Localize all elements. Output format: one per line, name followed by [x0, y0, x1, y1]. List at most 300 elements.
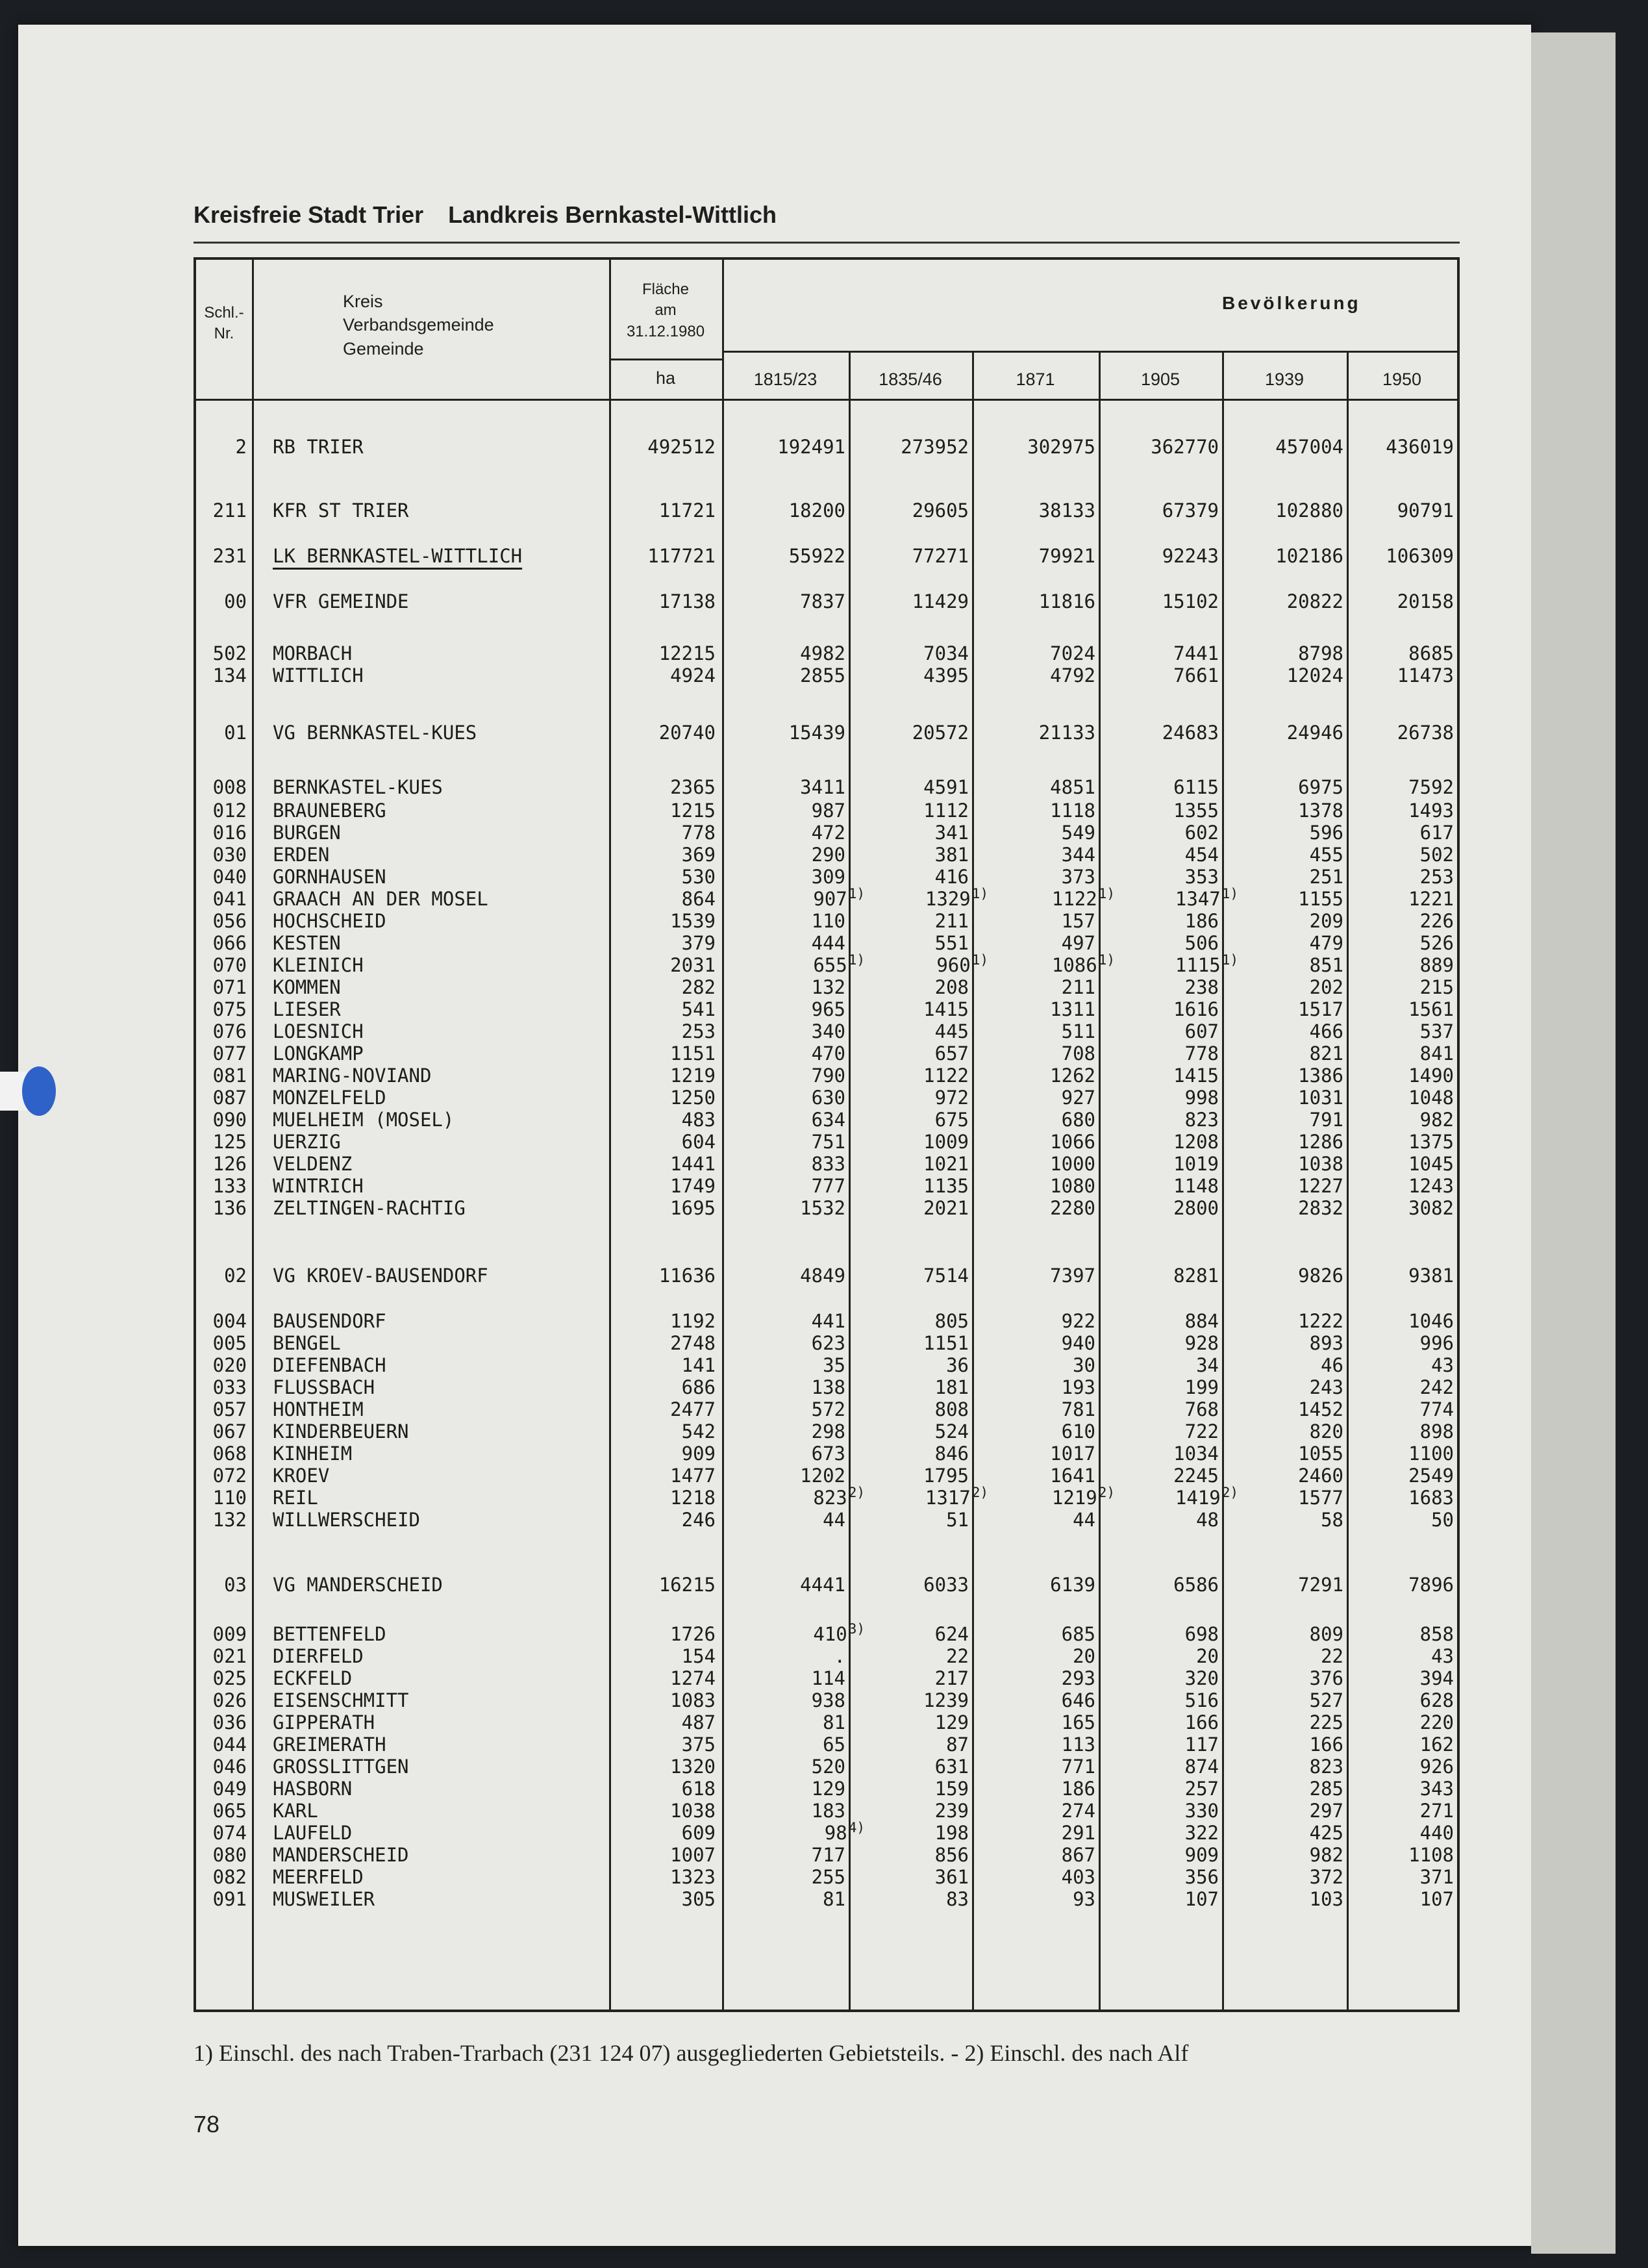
cell-population: 24683: [1162, 722, 1219, 744]
table-row: [196, 642, 1457, 665]
cell-schl-nr: 070: [212, 954, 247, 976]
cell-area-ha: 253: [681, 1020, 716, 1042]
cell-population: 922: [1061, 1310, 1095, 1332]
cell-population: 1038: [1298, 1153, 1343, 1175]
cell-schl-nr: 110: [212, 1487, 247, 1509]
cell-population: 631: [934, 1756, 969, 1778]
cell-name: MONZELFELD: [273, 1087, 386, 1109]
cell-population: 215: [1419, 976, 1454, 998]
cell-schl-nr: 049: [212, 1778, 247, 1800]
cell-name: WINTRICH: [273, 1175, 364, 1197]
cell-area-ha: 487: [681, 1711, 716, 1733]
footnote: 1) Einschl. des nach Traben-Trarbach (231 124 07) ausgegliederten Gebietsteils. - 2) Einschl. des nach Alf: [194, 2040, 1189, 2066]
cell-population: 472: [811, 822, 845, 844]
table-row: [196, 887, 1457, 911]
cell-population: 20572: [912, 722, 969, 744]
cell-area-ha: 375: [681, 1733, 716, 1756]
cell-population: 972: [934, 1087, 969, 1109]
cell-population: 4982: [800, 642, 845, 664]
cell-name: LAUFELD: [273, 1822, 353, 1844]
table-row: [196, 1420, 1457, 1443]
table-row: [196, 1152, 1457, 1176]
table-row: [196, 721, 1457, 744]
cell-population: 457004: [1275, 436, 1343, 458]
cell-population: 165: [1061, 1711, 1095, 1733]
cell-population: 361: [934, 1866, 969, 1888]
cell-area-ha: 16215: [658, 1574, 716, 1596]
cell-population: 26738: [1397, 722, 1454, 744]
cell-area-ha: 1726: [670, 1623, 716, 1645]
cell-population: 1221: [1408, 888, 1454, 910]
cell-population: 907$^{1)}$: [813, 886, 865, 910]
cell-name: KLEINICH: [273, 954, 364, 976]
cell-schl-nr: 021: [212, 1645, 247, 1667]
footnote-marker: 1): [848, 886, 865, 901]
table-row: [196, 1755, 1457, 1778]
cell-name: MUELHEIM (MOSEL): [273, 1109, 455, 1131]
cell-name: KOMMEN: [273, 976, 341, 998]
cell-population: 344: [1061, 844, 1095, 866]
cell-schl-nr: 033: [212, 1376, 247, 1398]
cell-population: 291: [1061, 1822, 1095, 1844]
cell-population: 257: [1184, 1778, 1219, 1800]
cell-population: 751: [811, 1131, 845, 1153]
cell-population: 821: [1309, 1042, 1343, 1065]
cell-population: 11473: [1397, 664, 1454, 687]
cell-schl-nr: 087: [212, 1087, 247, 1109]
cell-area-ha: 141: [681, 1354, 716, 1376]
cell-population: 15439: [788, 722, 845, 744]
cell-population: 996: [1419, 1332, 1454, 1354]
cell-schl-nr: 071: [212, 976, 247, 998]
cell-population: 138: [811, 1376, 845, 1398]
cell-population: 1286: [1298, 1131, 1343, 1153]
cell-population: 1000: [1050, 1153, 1095, 1175]
cell-population: 549: [1061, 822, 1095, 844]
cell-population: 527: [1309, 1689, 1343, 1711]
cell-population: 356: [1184, 1866, 1219, 1888]
cell-area-ha: 2031: [670, 954, 716, 976]
table-row: [196, 1573, 1457, 1596]
cell-population: 4591: [923, 776, 969, 798]
cell-name: BURGEN: [273, 822, 341, 844]
cell-population: 851: [1309, 954, 1343, 976]
cell-population: 2280: [1050, 1197, 1095, 1219]
cell-population: 44: [823, 1509, 845, 1531]
cell-population: 685: [1061, 1623, 1095, 1645]
cell-population: 293: [1061, 1667, 1095, 1689]
cell-population: 1683: [1408, 1487, 1454, 1509]
footnote-marker: 1): [848, 952, 865, 968]
cell-name: GROSSLITTGEN: [273, 1756, 409, 1778]
cell-population: 239: [934, 1800, 969, 1822]
cell-population: 630: [811, 1087, 845, 1109]
cell-name: KINDERBEUERN: [273, 1420, 409, 1443]
table-row: [196, 1196, 1457, 1220]
cell-population: 502: [1419, 844, 1454, 866]
pen-icon: [0, 1059, 78, 1124]
cell-name: ERDEN: [273, 844, 330, 866]
cell-population: 791: [1309, 1109, 1343, 1131]
cell-population: 211: [1061, 976, 1095, 998]
cell-schl-nr: 044: [212, 1733, 247, 1756]
cell-population: 884: [1184, 1310, 1219, 1332]
cell-name: EISENSCHMITT: [273, 1689, 409, 1711]
cell-population: 526: [1419, 932, 1454, 954]
cell-area-ha: 2748: [670, 1332, 716, 1354]
table-row: [196, 1042, 1457, 1065]
table-row: [196, 1622, 1457, 1646]
cell-population: 3082: [1408, 1197, 1454, 1219]
cell-name: GIPPERATH: [273, 1711, 375, 1733]
cell-schl-nr: 132: [212, 1509, 247, 1531]
cell-population: 362770: [1151, 436, 1219, 458]
cell-population: 65: [823, 1733, 845, 1756]
cell-name: VG MANDERSCHEID: [273, 1574, 443, 1596]
cell-population: 36: [946, 1354, 969, 1376]
cell-population: 1227: [1298, 1175, 1343, 1197]
cell-population: 1419$^{2)}$: [1175, 1485, 1238, 1509]
cell-population: 20822: [1286, 590, 1343, 612]
cell-population: 537: [1419, 1020, 1454, 1042]
cell-population: 768: [1184, 1398, 1219, 1420]
cell-population: 21133: [1038, 722, 1095, 744]
cell-population: 1375: [1408, 1131, 1454, 1153]
cell-population: 1009: [923, 1131, 969, 1153]
table-row: [196, 1667, 1457, 1690]
cell-population: 253: [1419, 866, 1454, 888]
cell-population: 7397: [1050, 1265, 1095, 1287]
cell-population: 4395: [923, 664, 969, 687]
header-flaeche: Fläche am 31.12.1980: [626, 281, 705, 340]
cell-schl-nr: 211: [212, 499, 247, 522]
cell-schl-nr: 133: [212, 1175, 247, 1197]
cell-schl-nr: 01: [224, 722, 247, 744]
cell-population: 610: [1061, 1420, 1095, 1443]
cell-area-ha: 492512: [647, 436, 716, 458]
cell-population: 117: [1184, 1733, 1219, 1756]
cell-area-ha: 864: [681, 888, 716, 910]
table-row: [196, 1064, 1457, 1087]
cell-population: 2245: [1173, 1465, 1219, 1487]
cell-population: 511: [1061, 1020, 1095, 1042]
cell-population: 48: [1196, 1509, 1219, 1531]
cell-population: 243: [1309, 1376, 1343, 1398]
cell-population: 376: [1309, 1667, 1343, 1689]
cell-population: 83: [946, 1888, 969, 1910]
cell-population: 217: [934, 1667, 969, 1689]
cell-population: 2832: [1298, 1197, 1343, 1219]
cell-population: 675: [934, 1109, 969, 1131]
cell-population: 1386: [1298, 1065, 1343, 1087]
cell-population: 186: [1184, 910, 1219, 932]
cell-population: 1122$^{1)}$: [1051, 886, 1115, 910]
cell-name: LONGKAMP: [273, 1042, 364, 1065]
cell-schl-nr: 025: [212, 1667, 247, 1689]
cell-population: 58: [1321, 1509, 1343, 1531]
cell-area-ha: 2365: [670, 776, 716, 798]
table-row: [196, 1887, 1457, 1911]
cell-population: 846: [934, 1443, 969, 1465]
cell-population: 572: [811, 1398, 845, 1420]
cell-population: 183: [811, 1800, 845, 1822]
header-year: 1871: [1016, 370, 1055, 389]
cell-population: 440: [1419, 1822, 1454, 1844]
cell-population: 220: [1419, 1711, 1454, 1733]
cell-population: 425: [1309, 1822, 1343, 1844]
cell-population: 455: [1309, 844, 1343, 866]
cell-population: 238: [1184, 976, 1219, 998]
cell-population: 7837: [800, 590, 845, 612]
cell-population: 341: [934, 822, 969, 844]
cell-population: 67379: [1162, 499, 1219, 522]
table-row: [196, 1689, 1457, 1712]
cell-population: 309: [811, 866, 845, 888]
cell-population: 617: [1419, 822, 1454, 844]
cell-name: MANDERSCHEID: [273, 1844, 409, 1866]
cell-population: 20: [1073, 1645, 1095, 1667]
cell-population: 298: [811, 1420, 845, 1443]
cell-schl-nr: 067: [212, 1420, 247, 1443]
cell-population: 29605: [912, 499, 969, 522]
cell-population: 938: [811, 1689, 845, 1711]
cell-population: 820: [1309, 1420, 1343, 1443]
cell-population: 410$^{3)}$: [813, 1621, 865, 1645]
cell-population: 1135: [923, 1175, 969, 1197]
cell-population: 1532: [800, 1197, 845, 1219]
cell-schl-nr: 046: [212, 1756, 247, 1778]
cell-population: 302975: [1027, 436, 1095, 458]
cell-area-ha: 282: [681, 976, 716, 998]
cell-area-ha: 246: [681, 1509, 716, 1531]
cell-population: 157: [1061, 910, 1095, 932]
cell-name: HOCHSCHEID: [273, 910, 386, 932]
cell-population: 372: [1309, 1866, 1343, 1888]
cell-name: BAUSENDORF: [273, 1310, 386, 1332]
cell-population: 2855: [800, 664, 845, 687]
cell-area-ha: 483: [681, 1109, 716, 1131]
cell-population: 1108: [1408, 1844, 1454, 1866]
cell-population: 208: [934, 976, 969, 998]
cell-population: 107: [1419, 1888, 1454, 1910]
cell-name: KINHEIM: [273, 1443, 353, 1465]
cell-area-ha: 369: [681, 844, 716, 866]
cell-population: 596: [1309, 822, 1343, 844]
table-row: [196, 1777, 1457, 1800]
cell-population: 1490: [1408, 1065, 1454, 1087]
cell-area-ha: 1477: [670, 1465, 716, 1487]
cell-population: 8281: [1173, 1265, 1219, 1287]
cell-schl-nr: 080: [212, 1844, 247, 1866]
cell-population: 777: [811, 1175, 845, 1197]
cell-population: 330: [1184, 1800, 1219, 1822]
cell-population: 6975: [1298, 776, 1343, 798]
cell-area-ha: 305: [681, 1888, 716, 1910]
cell-name: DIEFENBACH: [273, 1354, 386, 1376]
footnote-marker: 2): [971, 1485, 988, 1500]
cell-area-ha: 1215: [670, 800, 716, 822]
cell-schl-nr: 231: [212, 545, 247, 567]
cell-population: 353: [1184, 866, 1219, 888]
table-row: [196, 435, 1457, 459]
cell-population: 12024: [1286, 664, 1343, 687]
cell-population: 441: [811, 1310, 845, 1332]
cell-name: VG BERNKASTEL-KUES: [273, 722, 477, 744]
cell-name: RB TRIER: [273, 436, 364, 458]
cell-area-ha: 1320: [670, 1756, 716, 1778]
footnote-marker: 4): [848, 1820, 865, 1835]
cell-population: 823: [1309, 1756, 1343, 1778]
cell-population: 657: [934, 1042, 969, 1065]
cell-population: 44: [1073, 1509, 1095, 1531]
cell-population: 1115$^{1)}$: [1175, 952, 1238, 976]
cell-population: 1066: [1050, 1131, 1095, 1153]
cell-schl-nr: 090: [212, 1109, 247, 1131]
cell-population: 1243: [1408, 1175, 1454, 1197]
cell-area-ha: 1250: [670, 1087, 716, 1109]
cell-population: 1561: [1408, 998, 1454, 1020]
cell-population: 6139: [1050, 1574, 1095, 1596]
cell-name: GREIMERATH: [273, 1733, 386, 1756]
cell-population: 833: [811, 1153, 845, 1175]
cell-schl-nr: 091: [212, 1888, 247, 1910]
cell-population: 646: [1061, 1689, 1095, 1711]
cell-population: 320: [1184, 1667, 1219, 1689]
cell-population: 858: [1419, 1623, 1454, 1645]
table-row: [196, 1865, 1457, 1889]
cell-population: 274: [1061, 1800, 1095, 1822]
cell-area-ha: 11636: [658, 1265, 716, 1287]
table-row: [196, 1821, 1457, 1845]
header-unit-ha: ha: [655, 368, 676, 388]
cell-population: 1148: [1173, 1175, 1219, 1197]
cell-name: VFR GEMEINDE: [273, 590, 409, 612]
cell-population: 162: [1419, 1733, 1454, 1756]
cell-population: 516: [1184, 1689, 1219, 1711]
cell-population: 24946: [1286, 722, 1343, 744]
cell-population: 9381: [1408, 1265, 1454, 1287]
cell-name: WILLWERSCHEID: [273, 1509, 420, 1531]
cell-population: 479: [1309, 932, 1343, 954]
cell-population: 110: [811, 910, 845, 932]
cell-name: WITTLICH: [273, 664, 364, 687]
cell-area-ha: 17138: [658, 590, 716, 612]
cell-name: BETTENFELD: [273, 1623, 386, 1645]
cell-population: 1034: [1173, 1443, 1219, 1465]
cell-population: 102186: [1275, 545, 1343, 567]
cell-population: 273952: [901, 436, 969, 458]
table-row: [196, 865, 1457, 888]
table-row: [196, 664, 1457, 687]
cell-population: 242: [1419, 1376, 1454, 1398]
cell-population: 107: [1184, 1888, 1219, 1910]
cell-schl-nr: 076: [212, 1020, 247, 1042]
cell-population: 90791: [1397, 499, 1454, 522]
cell-population: 982: [1419, 1109, 1454, 1131]
table-row: [196, 998, 1457, 1021]
cell-population: 856: [934, 1844, 969, 1866]
cell-population: 1616: [1173, 998, 1219, 1020]
table-row: [196, 1464, 1457, 1487]
running-head: [194, 201, 795, 229]
cell-population: 1208: [1173, 1131, 1219, 1153]
cell-population: 92243: [1162, 545, 1219, 567]
cell-population: 43: [1431, 1354, 1454, 1376]
cell-population: 290: [811, 844, 845, 866]
cell-population: 1641: [1050, 1465, 1095, 1487]
cell-population: 2800: [1173, 1197, 1219, 1219]
cell-population: 909: [1184, 1844, 1219, 1866]
cell-area-ha: 12215: [658, 642, 716, 664]
cell-schl-nr: 026: [212, 1689, 247, 1711]
cell-population: 186: [1061, 1778, 1095, 1800]
table-row: [196, 544, 1457, 568]
footnote-marker: 2): [848, 1485, 865, 1500]
cell-population: 823: [1184, 1109, 1219, 1131]
cell-population: 7896: [1408, 1574, 1454, 1596]
cell-population: 893: [1309, 1332, 1343, 1354]
cell-population: 15102: [1162, 590, 1219, 612]
table-row: [196, 1086, 1457, 1109]
cell-population: 1239: [923, 1689, 969, 1711]
header-kreis: Kreis Verbandsgemeinde Gemeinde: [343, 292, 494, 359]
cell-name: KARL: [273, 1800, 318, 1822]
cell-population: 166: [1309, 1733, 1343, 1756]
cell-schl-nr: 2: [235, 436, 247, 458]
header-year: 1950: [1382, 370, 1422, 389]
cell-population: 106309: [1386, 545, 1454, 567]
cell-population: 1151: [923, 1332, 969, 1354]
cell-name: UERZIG: [273, 1131, 341, 1153]
cell-population: 998: [1184, 1087, 1219, 1109]
table-row: [196, 1843, 1457, 1867]
cell-population: 271: [1419, 1800, 1454, 1822]
cell-area-ha: 1192: [670, 1310, 716, 1332]
table-row: [196, 1486, 1457, 1509]
cell-area-ha: 117721: [647, 545, 716, 567]
cell-population: 4849: [800, 1265, 845, 1287]
cell-area-ha: 20740: [658, 722, 716, 744]
cell-population: 285: [1309, 1778, 1343, 1800]
cell-population: 1122: [923, 1065, 969, 1087]
cell-population: 1219$^{2)}$: [1051, 1485, 1115, 1509]
cell-population: 1795: [923, 1465, 969, 1487]
cell-schl-nr: 065: [212, 1800, 247, 1822]
cell-population: 7024: [1050, 642, 1095, 664]
cell-name: MUSWEILER: [273, 1888, 375, 1910]
cell-schl-nr: 041: [212, 888, 247, 910]
cell-schl-nr: 136: [212, 1197, 247, 1219]
header-schl-nr: Schl.- Nr.: [204, 304, 244, 343]
cell-name: ECKFELD: [273, 1667, 353, 1689]
cell-population: 708: [1061, 1042, 1095, 1065]
cell-population: 225: [1309, 1711, 1343, 1733]
cell-population: 470: [811, 1042, 845, 1065]
cell-name: HONTHEIM: [273, 1398, 364, 1420]
cell-population: 3411: [800, 776, 845, 798]
footnote-marker: 2): [1221, 1485, 1238, 1500]
cell-schl-nr: 082: [212, 1866, 247, 1888]
table-row: [196, 1331, 1457, 1355]
cell-population: 809: [1309, 1623, 1343, 1645]
cell-population: 607: [1184, 1020, 1219, 1042]
cell-population: 51: [946, 1509, 969, 1531]
cell-population: 1347$^{1)}$: [1175, 886, 1238, 910]
cell-population: 193: [1061, 1376, 1095, 1398]
cell-population: 6033: [923, 1574, 969, 1596]
cell-population: 7291: [1298, 1574, 1343, 1596]
cell-population: 7661: [1173, 664, 1219, 687]
